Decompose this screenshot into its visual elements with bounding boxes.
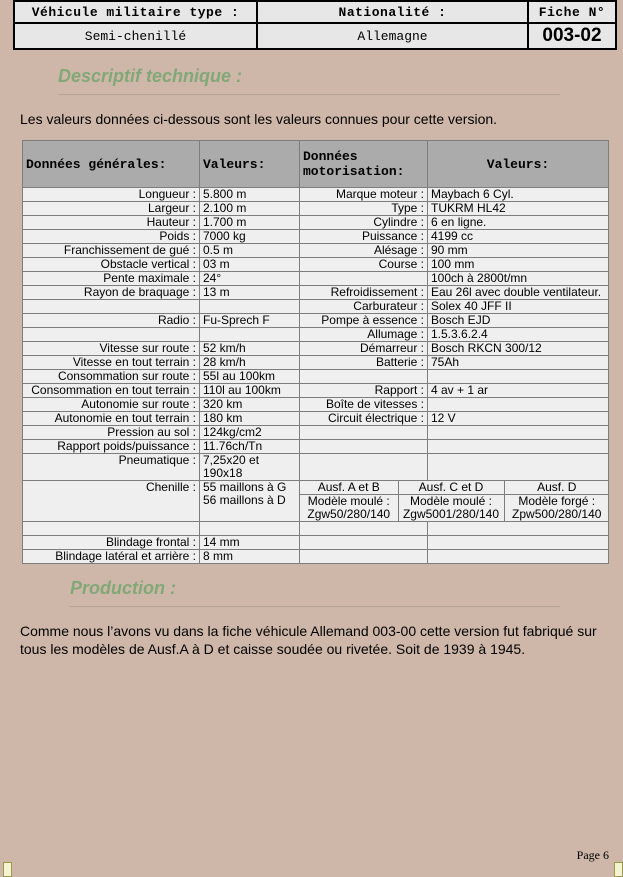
spec-label: Largeur : bbox=[23, 202, 200, 216]
table-row bbox=[23, 426, 609, 440]
engine-label: Refroidissement : bbox=[300, 286, 428, 300]
spec-label: Consommation en tout terrain : bbox=[23, 384, 200, 398]
section-divider bbox=[70, 606, 560, 607]
spec-value: 1.700 m bbox=[200, 216, 300, 230]
engine-value: TUKRM HL42 bbox=[428, 202, 609, 216]
spec-value: 7000 kg bbox=[200, 230, 300, 244]
engine-value bbox=[428, 522, 609, 536]
spec-value: 320 km bbox=[200, 398, 300, 412]
table-row bbox=[23, 272, 609, 286]
section-divider bbox=[58, 94, 560, 95]
engine-label bbox=[300, 454, 428, 481]
spec-value: 124kg/cm2 bbox=[200, 426, 300, 440]
engine-label bbox=[300, 550, 428, 564]
spec-value: 7,25x20 et 190x18 bbox=[200, 454, 300, 481]
table-row bbox=[23, 536, 609, 550]
table-row bbox=[23, 454, 609, 481]
engine-value: 100ch à 2800t/mn bbox=[428, 272, 609, 286]
spec-label: Autonomie en tout terrain : bbox=[23, 412, 200, 426]
engine-label: Circuit électrique : bbox=[300, 412, 428, 426]
spec-value: 5.800 m bbox=[200, 188, 300, 202]
engine-value bbox=[428, 370, 609, 384]
engine-value bbox=[428, 454, 609, 481]
spec-label: Pente maximale : bbox=[23, 272, 200, 286]
specifications-table bbox=[22, 140, 609, 564]
engine-label: Pompe à essence : bbox=[300, 314, 428, 328]
spec-value: Fu-Sprech F bbox=[200, 314, 300, 328]
engine-label: Alésage : bbox=[300, 244, 428, 258]
engine-value bbox=[428, 550, 609, 564]
spec-value: 14 mm bbox=[200, 536, 300, 550]
engine-label bbox=[300, 522, 428, 536]
table-row bbox=[23, 356, 609, 370]
spec-label bbox=[23, 522, 200, 536]
engine-value: 1.5.3.6.2.4 bbox=[428, 328, 609, 342]
vehicle-header-table bbox=[13, 0, 617, 50]
technical-intro-text: Les valeurs données ci-dessous sont les valeurs connues pour cette version. bbox=[20, 111, 498, 127]
spec-value: 24° bbox=[200, 272, 300, 286]
table-header-row bbox=[23, 141, 609, 188]
table-row bbox=[23, 286, 609, 300]
table-row bbox=[23, 230, 609, 244]
engine-value bbox=[428, 426, 609, 440]
spec-label: Blindage latéral et arrière : bbox=[23, 550, 200, 564]
table-row bbox=[23, 412, 609, 426]
spec-label: Vitesse en tout terrain : bbox=[23, 356, 200, 370]
table-row bbox=[23, 550, 609, 564]
table-row bbox=[23, 481, 609, 522]
spec-value: 0.5 m bbox=[200, 244, 300, 258]
engine-value: 75Ah bbox=[428, 356, 609, 370]
engine-label: Course : bbox=[300, 258, 428, 272]
spec-label: Vitesse sur route : bbox=[23, 342, 200, 356]
header-engine-data: Données motorisation: bbox=[300, 141, 428, 188]
spec-value: 8 mm bbox=[200, 550, 300, 564]
track-variants bbox=[300, 481, 609, 522]
engine-value: Solex 40 JFF II bbox=[428, 300, 609, 314]
track-variants-table bbox=[300, 481, 609, 521]
engine-label: Allumage : bbox=[300, 328, 428, 342]
engine-value: Bosch RKCN 300/12 bbox=[428, 342, 609, 356]
table-row bbox=[23, 370, 609, 384]
spec-value: 55l au 100km bbox=[200, 370, 300, 384]
engine-label: Batterie : bbox=[300, 356, 428, 370]
spec-value bbox=[200, 522, 300, 536]
table-row bbox=[23, 188, 609, 202]
table-row bbox=[23, 202, 609, 216]
table-row bbox=[23, 244, 609, 258]
table-row bbox=[23, 384, 609, 398]
track-variant-model: Modèle moulé : Zgw5001/280/140 bbox=[398, 495, 504, 522]
spec-label: Blindage frontal : bbox=[23, 536, 200, 550]
fiche-number: 003-02 bbox=[528, 23, 616, 49]
spec-label: Consommation sur route : bbox=[23, 370, 200, 384]
table-row bbox=[23, 328, 609, 342]
engine-value: 4 av + 1 ar bbox=[428, 384, 609, 398]
engine-value bbox=[428, 536, 609, 550]
engine-value: 12 V bbox=[428, 412, 609, 426]
engine-label: Puissance : bbox=[300, 230, 428, 244]
engine-label: Boîte de vitesses : bbox=[300, 398, 428, 412]
engine-label: Carburateur : bbox=[300, 300, 428, 314]
spec-value: 55 maillons à G 56 maillons à D bbox=[200, 481, 300, 522]
spec-value bbox=[200, 328, 300, 342]
spec-value: 11.76ch/Tn bbox=[200, 440, 300, 454]
engine-value: Bosch EJD bbox=[428, 314, 609, 328]
table-row bbox=[23, 216, 609, 230]
spec-label: Rayon de braquage : bbox=[23, 286, 200, 300]
fiche-label: Fiche N° bbox=[528, 1, 616, 23]
header-values-general: Valeurs: bbox=[200, 141, 300, 188]
track-variant-model: Modèle moulé : Zgw50/280/140 bbox=[307, 494, 391, 521]
engine-value: 90 mm bbox=[428, 244, 609, 258]
spec-value: 13 m bbox=[200, 286, 300, 300]
spec-label: Poids : bbox=[23, 230, 200, 244]
engine-label bbox=[300, 536, 428, 550]
spec-value: 2.100 m bbox=[200, 202, 300, 216]
nationality-label: Nationalité : bbox=[257, 1, 528, 23]
table-row bbox=[23, 342, 609, 356]
track-variant-model: Modèle forgé : Zpw500/280/140 bbox=[504, 495, 609, 522]
header-general-data: Données générales: bbox=[23, 141, 200, 188]
production-section-title: Production : bbox=[70, 578, 176, 598]
engine-label: Type : bbox=[300, 202, 428, 216]
spec-label bbox=[23, 328, 200, 342]
spec-value: 180 km bbox=[200, 412, 300, 426]
table-row bbox=[23, 398, 609, 412]
engine-label bbox=[300, 440, 428, 454]
engine-label bbox=[300, 272, 428, 286]
production-text: Comme nous l’avons vu dans la fiche véhicule Allemand 003-00 cette version fut fabriqué sur tous les modèles de Ausf.A à D et caisse soudée ou rivetée. Soit de 1939 à 1945. bbox=[20, 623, 597, 657]
spec-value: 03 m bbox=[200, 258, 300, 272]
engine-value: Eau 26l avec double ventilateur. bbox=[428, 286, 609, 300]
track-variant-name: Ausf. A et B bbox=[300, 481, 398, 495]
spec-label: Chenille : bbox=[23, 481, 200, 522]
spec-value: 52 km/h bbox=[200, 342, 300, 356]
spec-label: Pneumatique : bbox=[23, 454, 200, 481]
engine-value: 100 mm bbox=[428, 258, 609, 272]
spec-label: Franchissement de gué : bbox=[23, 244, 200, 258]
table-row bbox=[23, 300, 609, 314]
page-number: Page 6 bbox=[576, 848, 609, 862]
spec-label: Autonomie sur route : bbox=[23, 398, 200, 412]
engine-value bbox=[428, 440, 609, 454]
spec-value: 110l au 100km bbox=[200, 384, 300, 398]
engine-label: Cylindre : bbox=[300, 216, 428, 230]
engine-value: 4199 cc bbox=[428, 230, 609, 244]
engine-label: Démarreur : bbox=[300, 342, 428, 356]
technical-section-title: Descriptif technique : bbox=[58, 66, 243, 86]
engine-label bbox=[300, 370, 428, 384]
spec-value: 28 km/h bbox=[200, 356, 300, 370]
table-row bbox=[23, 522, 609, 536]
engine-value: Maybach 6 Cyl. bbox=[428, 188, 609, 202]
engine-label: Marque moteur : bbox=[300, 188, 428, 202]
track-variant-name: Ausf. D bbox=[504, 481, 609, 495]
table-row bbox=[23, 440, 609, 454]
vehicle-type-value: Semi-chenillé bbox=[14, 23, 257, 49]
table-row bbox=[23, 314, 609, 328]
header-values-engine: Valeurs: bbox=[428, 141, 609, 188]
track-variant-name: Ausf. C et D bbox=[398, 481, 504, 495]
spec-label: Pression au sol : bbox=[23, 426, 200, 440]
engine-value bbox=[428, 398, 609, 412]
table-row bbox=[23, 258, 609, 272]
spec-value bbox=[200, 300, 300, 314]
spec-label: Hauteur : bbox=[23, 216, 200, 230]
spec-label: Rapport poids/puissance : bbox=[23, 440, 200, 454]
spec-label: Obstacle vertical : bbox=[23, 258, 200, 272]
spec-label bbox=[23, 300, 200, 314]
spec-label: Longueur : bbox=[23, 188, 200, 202]
vehicle-type-label: Véhicule militaire type : bbox=[14, 1, 257, 23]
nationality-value: Allemagne bbox=[257, 23, 528, 49]
engine-label bbox=[300, 426, 428, 440]
spec-label: Radio : bbox=[23, 314, 200, 328]
engine-label: Rapport : bbox=[300, 384, 428, 398]
engine-value: 6 en ligne. bbox=[428, 216, 609, 230]
